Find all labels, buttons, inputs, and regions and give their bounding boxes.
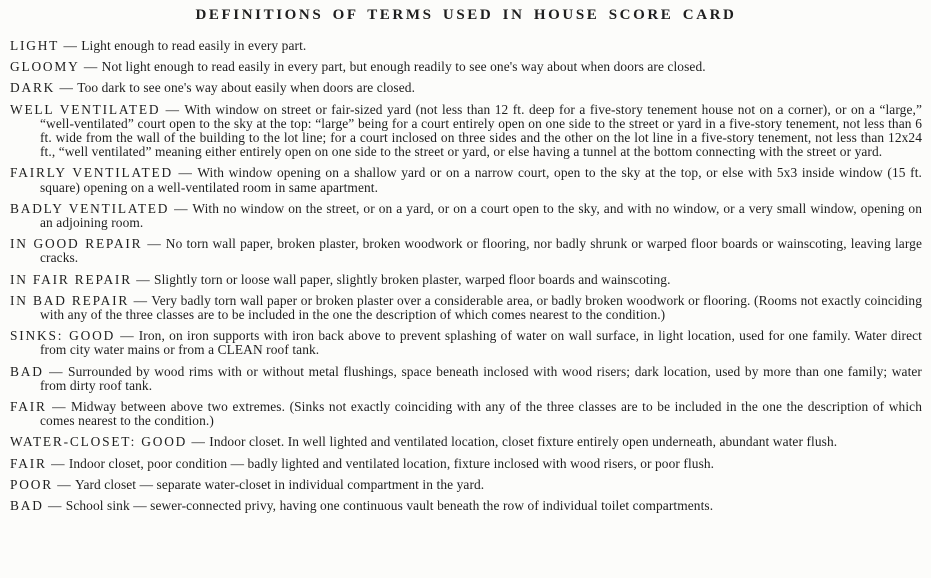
definition-entry (10, 400, 922, 428)
definition-text: With window opening on a shallow yard or on a narrow court, open to the sky at the top, or else with 5x3 inside window (15 ft. square) opening on a well-ventilated room in same apartment. (40, 165, 922, 195)
definition-term: SINKS: GOOD (10, 328, 116, 344)
definition-term: IN GOOD REPAIR (10, 236, 143, 252)
definition-entry (10, 273, 922, 287)
definition-text: Surrounded by wood rims with or without metal flushings, space beneath inclosed with wood risers; dark location, used by more than one family; water from dirty roof tank. (40, 363, 922, 393)
definition-entry (10, 103, 922, 160)
definition-separator: — (188, 434, 209, 450)
definition-entry (10, 499, 922, 513)
definition-separator: — (130, 292, 151, 308)
definition-separator: — (132, 271, 154, 287)
definition-term: POOR (10, 476, 53, 492)
definition-text: Indoor closet, poor condition — badly lighted and ventilated location, fixture inclosed with wood risers, or poor flush. (68, 455, 715, 471)
definition-entry (10, 457, 922, 471)
definition-text: Indoor closet. In well lighted and ventilated location, closet fixture entirely open underneath, abundant water flush. (209, 434, 838, 450)
definition-separator: — (44, 363, 68, 379)
definition-text: No torn wall paper, broken plaster, broken woodwork or flooring, nor badly shrunk or warped floor boards or wainscoting, leaving large cracks. (40, 236, 922, 266)
definition-separator: — (53, 476, 75, 492)
definition-text: With no window on the street, or on a yard, or on a court open to the sky, and with no window, or a very small window, opening on an adjoining room. (40, 200, 923, 231)
definition-separator: — (44, 498, 65, 514)
definition-entry (10, 81, 922, 95)
definition-text: Yard closet — separate water-closet in individual compartment in the yard. (75, 476, 485, 492)
definitions-list (10, 39, 922, 513)
definition-entry (10, 294, 922, 322)
definition-separator: — (170, 200, 192, 216)
definition-term: BADLY VENTILATED (10, 200, 170, 216)
definition-term: BAD (10, 498, 44, 514)
definition-separator: — (116, 328, 138, 344)
definition-separator: — (60, 38, 81, 53)
definition-term: DARK (10, 80, 56, 96)
definition-term: BAD (10, 363, 44, 379)
definition-separator: — (80, 59, 101, 75)
definition-text: Iron, on iron supports with iron back above to prevent splashing of water on wall surface, in light location, used for one family. Water direct from city water mains or from a CLEAN roof tank. (40, 328, 922, 358)
definition-term: IN BAD REPAIR (10, 292, 130, 308)
page-title: DEFINITIONS OF TERMS USED IN HOUSE SCORE CARD (195, 7, 737, 23)
definition-separator: — (143, 236, 165, 252)
definition-entry (10, 365, 922, 393)
definition-term: FAIRLY VENTILATED (10, 165, 173, 181)
definition-separator: — (47, 455, 68, 471)
definition-entry (10, 237, 922, 265)
definition-text: School sink — sewer-connected privy, having one continuous vault beneath the row of individual toilet compartments. (65, 498, 714, 514)
definition-text: Too dark to see one's way about easily when doors are closed. (77, 80, 416, 96)
definition-entry (10, 60, 922, 74)
definition-term: IN FAIR REPAIR (10, 271, 132, 287)
definition-separator: — (56, 80, 77, 96)
definition-entry (10, 435, 922, 449)
definition-separator: — (173, 165, 197, 181)
definition-term: LIGHT (10, 38, 60, 53)
definition-text: Midway between above two extremes. (Sinks not exactly coinciding with any of the three classes are to be included in the one the description of which comes nearest to the condition.) (40, 399, 922, 429)
definition-text: Very badly torn wall paper or broken plaster over a considerable area, or badly broken woodwork or flooring. (Rooms not exactly coinciding with any of the three classes are to be included in the one the description of which comes nearest to the condition.) (40, 292, 922, 323)
definition-term: WELL VENTILATED (10, 101, 161, 117)
definition-term: FAIR (10, 455, 47, 471)
definition-term: WATER-CLOSET: GOOD (10, 434, 188, 450)
definition-entry (10, 166, 922, 194)
definition-separator: — (47, 399, 70, 415)
definition-text: Slightly torn or loose wall paper, slightly broken plaster, warped floor boards and wainscoting. (154, 271, 671, 287)
definition-separator: — (161, 101, 184, 117)
definition-text: With window on street or fair-sized yard (not less than 12 ft. deep for a five-story tenement house not on a corner), or on a “large,” “well-ventilated” court open to the sky at the top: “large” being for a court entirely open on one side to the street or yard in a five-story tenement, not less than 6 ft. wide from the wall of the building to the lot line; for a court inclosed on three sides and the other on the lot line in a five-story tenement, not less than 12x24 ft., “well ventilated” meaning either entirely open on one side to the street or yard, or else having a tunnel at the bottom connecting with the street or yard. (40, 101, 922, 160)
definition-text: Light enough to read easily in every part. (81, 38, 307, 53)
definition-entry (10, 329, 922, 357)
definition-text: Not light enough to read easily in every part, but enough readily to see one's way about when doors are closed. (101, 59, 706, 75)
definition-term: FAIR (10, 399, 47, 415)
definition-entry (10, 39, 922, 53)
definition-entry (10, 202, 922, 230)
definition-term: GLOOMY (10, 59, 80, 75)
definition-entry (10, 478, 922, 492)
